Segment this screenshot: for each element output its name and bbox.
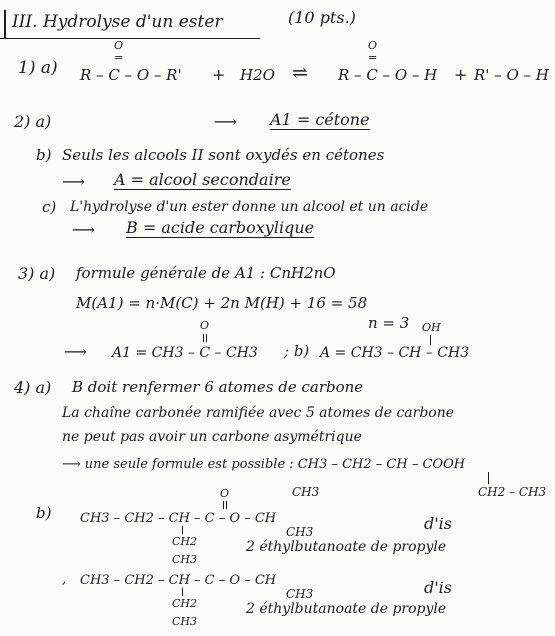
q4-line-3: ne peut pas avoir un carbone asymétrique [62,429,362,445]
q1-plus-2: + [454,65,468,84]
ester1-name: 2 éthylbutanoate de propyle [246,539,447,555]
q1-double-bond-2: = [368,51,378,64]
q3-a1-formula: A1 = CH3 – C – CH3 [112,345,258,361]
ester1-branch-ch3: CH3 [172,553,198,566]
ester1-double-bond-2 [226,501,227,509]
q3-a1-oxygen: O [200,319,210,332]
q3-a1-double-bond [203,334,204,342]
q3-oh-group: OH [422,321,441,334]
points-label: (10 pts.) [288,8,356,27]
q1-plus-1: + [212,65,226,84]
q1-double-bond-1: = [114,51,124,64]
ester2-branch-bond [182,588,183,596]
ester2-correction: d'is [424,578,452,597]
q2-b-arrow: ⟶ [62,172,85,191]
q2-c-answer: B = acide carboxylique [126,218,315,237]
q2-b-label: b) [36,146,52,164]
q2-a-arrow: ⟶ [214,112,237,131]
q4-line-1: B doit renfermer 6 atomes de carbone [72,378,364,396]
q3-oh-bond [430,335,431,345]
ester1-correction: d'is [424,514,452,533]
q2-c-label: c) [42,198,57,216]
q1-reactant-ester: R – C – O – R' [80,66,182,84]
ester2-name: 2 éthylbutanoate de propyle [246,601,447,617]
q2-c-arrow: ⟶ [72,220,95,239]
q1-alcohol-product: R' – O – H [474,66,549,84]
q3-a-formula: A = CH3 – CH – CH3 [320,345,470,361]
q2-b-text: Seuls les alcools II sont oxydés en cétones [62,146,385,164]
q4-b-label: b) [36,504,52,522]
q3-b-label: ; b) [284,342,310,360]
ester2-chain: CH3 – CH2 – CH – C – O – CH [80,573,277,588]
title-bar [4,10,6,38]
ester1-ch3-top: CH3 [292,485,320,499]
q4-line-4: ⟶ une seule formule est possible : CH3 – CH2 – CH – COOH [62,457,466,472]
q3-n-value: n = 3 [368,314,410,332]
q4-line-4-branch: CH2 – CH3 [478,485,547,499]
q1-oxygen-2: O [368,39,378,52]
q4-line-2: La chaîne carbonée ramifiée avec 5 atomes de carbone [62,405,455,421]
ester2-branch-ch2: CH2 [172,597,198,610]
ester2-bullet: , [62,571,67,587]
ester2-branch-ch3: CH3 [172,615,198,628]
ester2-ch3-bottom: CH3 [286,587,314,601]
q1-oxygen-1: O [114,39,124,52]
q2-c-text: L'hydrolyse d'un ester donne un alcool et un acide [70,199,429,215]
q1-water: H2O [240,66,275,84]
q3-arrow: ⟶ [64,342,87,361]
ester1-oxygen: O [220,487,230,500]
q1-acid-product: R – C – O – H [338,66,438,84]
q2-a-answer: A1 = cétone [270,110,370,129]
ester1-chain: CH3 – CH2 – CH – C – O – CH [80,511,277,526]
ester1-double-bond [223,501,224,509]
q1-label: 1) a) [18,58,58,78]
q3-a1-double-bond-2 [206,334,207,342]
exercise-title: III. Hydrolyse d'un ester [12,12,223,32]
q3-molar-mass: M(A1) = n·M(C) + 2n M(H) + 16 = 58 [76,294,368,312]
q4-branch-bond [488,472,489,484]
ester1-branch-ch2: CH2 [172,535,198,548]
q3-label: 3) a) [18,264,56,283]
q4-label: 4) a) [14,378,52,397]
q1-equilibrium-arrow: ⇌ [292,62,308,84]
title-underline [0,2,260,39]
q2-label: 2) a) [14,112,52,131]
q3-general-formula: formule générale de A1 : CnH2nO [76,264,336,282]
q2-b-answer: A = alcool secondaire [114,170,291,189]
ester1-branch-bond [182,526,183,534]
ester1-ch3-bottom: CH3 [286,525,314,539]
